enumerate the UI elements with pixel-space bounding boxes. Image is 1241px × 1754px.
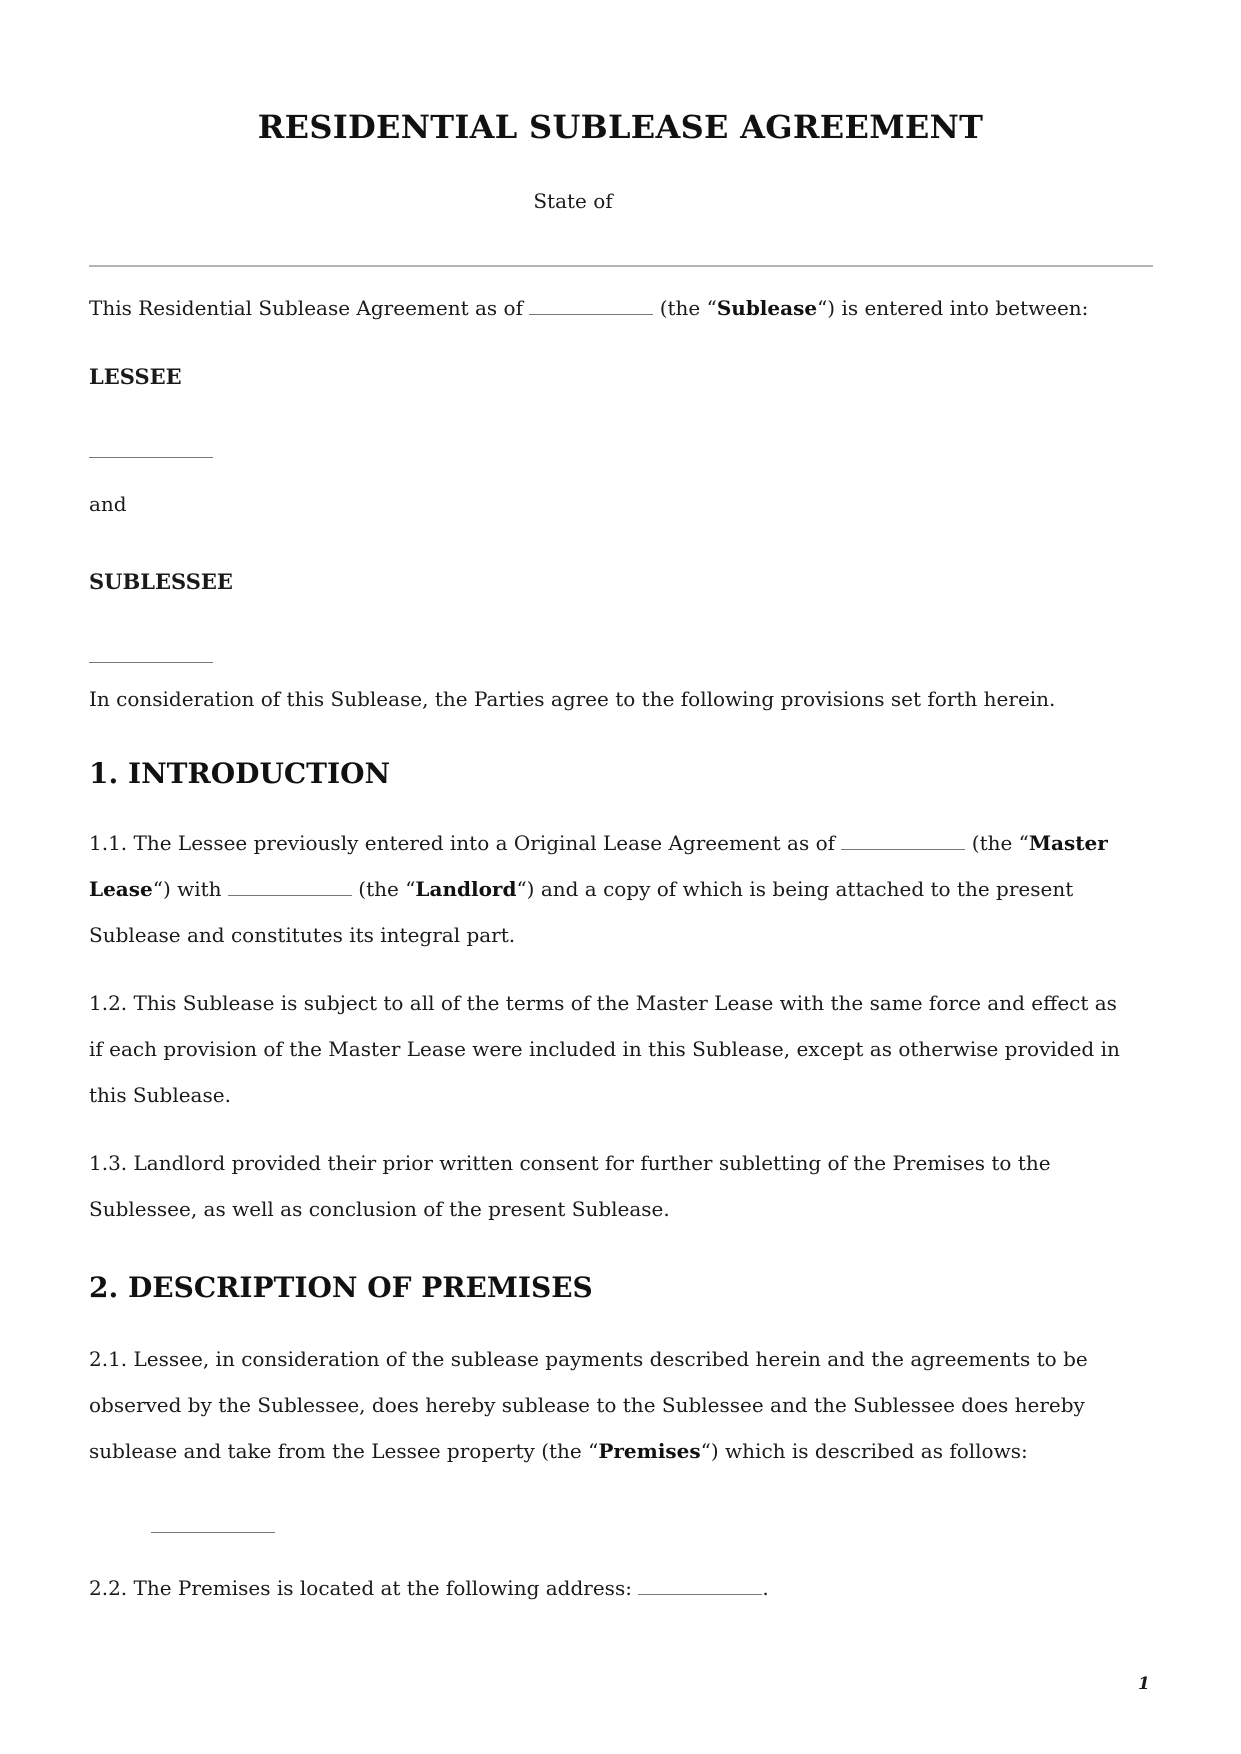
consideration-paragraph: In consideration of this Sublease, the Parties agree to the following provisions set forth herein. [89,687,1056,711]
term-premises: Premises [598,1439,701,1463]
lessee-blank-field[interactable] [89,457,213,458]
address-blank-field[interactable] [638,1576,762,1595]
state-label: State of [533,189,613,213]
clause-1-1 [89,820,1108,958]
intro-suffix: “) is entered into between: [817,296,1089,320]
header-divider [89,265,1153,267]
landlord-blank-field[interactable] [228,877,352,896]
clause-line: Sublessee, as well as conclusion of the present Sublease. [89,1197,670,1221]
clause-text: “) and a copy of which is being attached to the present [516,877,1074,901]
sublessee-blank-field[interactable] [89,662,213,663]
section-heading-introduction: 1. INTRODUCTION [89,757,391,790]
term-sublease: Sublease [716,296,818,320]
clause-text: “) with [152,877,222,901]
clause-2-2 [89,1565,769,1611]
term-master: Master [1028,831,1108,855]
term-landlord: Landlord [415,877,517,901]
intro-open: (the “ [659,296,717,320]
clause-text: sublease and take from the Lessee property (the “ [89,1439,599,1463]
clause-text: (the “ [358,877,416,901]
sublessee-label: SUBLESSEE [89,569,233,594]
clause-line: this Sublease. [89,1083,231,1107]
clause-text: . [762,1576,769,1600]
clause-line: observed by the Sublessee, does hereby sublease to the Sublessee and the Sublessee does hereby [89,1393,1085,1417]
clause-line: 1.3. Landlord provided their prior written consent for further subletting of the Premises to the [89,1151,1051,1175]
lessee-label: LESSEE [89,364,182,389]
clause-text: “) which is described as follows: [700,1439,1028,1463]
term-lease: Lease [89,877,153,901]
document-title: RESIDENTIAL SUBLEASE AGREEMENT [257,108,984,146]
intro-paragraph [89,285,1088,331]
master-lease-date-blank-field[interactable] [841,831,965,850]
clause-line: 1.2. This Sublease is subject to all of the terms of the Master Lease with the same force and effect as [89,991,1117,1015]
page-number: 1 [1138,1674,1150,1694]
clause-1-2 [89,980,1120,1118]
clause-2-1 [89,1336,1088,1474]
clause-text: 1.1. The Lessee previously entered into a Original Lease Agreement as of [89,831,836,855]
premises-description-blank-field[interactable] [151,1532,275,1533]
clause-text: 2.2. The Premises is located at the following address: [89,1576,632,1600]
clause-line: if each provision of the Master Lease were included in this Sublease, except as otherwise provided in [89,1037,1120,1061]
date-blank-field[interactable] [529,296,653,315]
clause-1-3 [89,1140,1051,1232]
clause-text: (the “ [971,831,1029,855]
intro-prefix: This Residential Sublease Agreement as of [89,296,523,320]
section-heading-description-of-premises: 2. DESCRIPTION OF PREMISES [89,1271,593,1304]
and-label: and [89,492,127,516]
clause-text: Sublease and constitutes its integral part. [89,923,516,947]
clause-line: 2.1. Lessee, in consideration of the sublease payments described herein and the agreements to be [89,1347,1088,1371]
